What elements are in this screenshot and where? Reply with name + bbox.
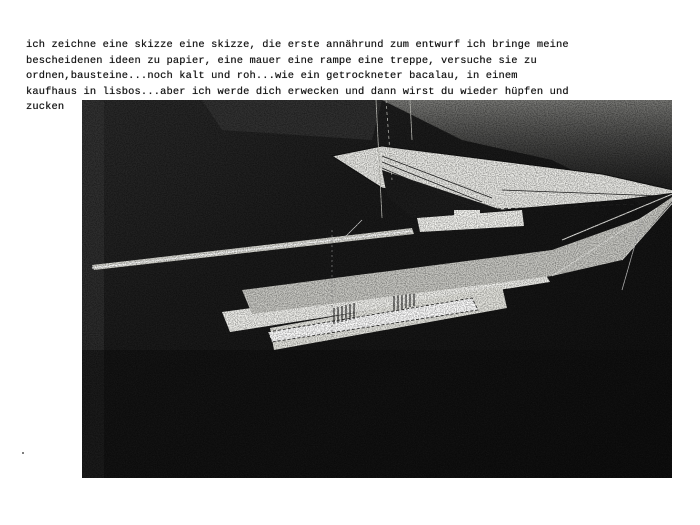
paper-speck — [22, 452, 24, 454]
paragraph-line: ordnen,bausteine...noch kalt und roh...wie ein getrockneter bacalau, in einem — [26, 70, 518, 82]
architectural-model-photo — [82, 100, 672, 478]
photo-grain-light — [82, 100, 672, 478]
paragraph-line: ich zeichne eine skizze eine skizze, die erste annährund zum entwurf ich bringe meine — [26, 39, 569, 51]
paragraph-line: kaufhaus in lisbos...aber ich werde dich erwecken und dann wirst du wieder hüpfen und — [26, 85, 569, 98]
paragraph-line: zucken — [26, 101, 65, 113]
paragraph-line: bescheidenen ideen zu papier, eine mauer eine rampe eine treppe, versuche sie zu — [26, 54, 537, 67]
